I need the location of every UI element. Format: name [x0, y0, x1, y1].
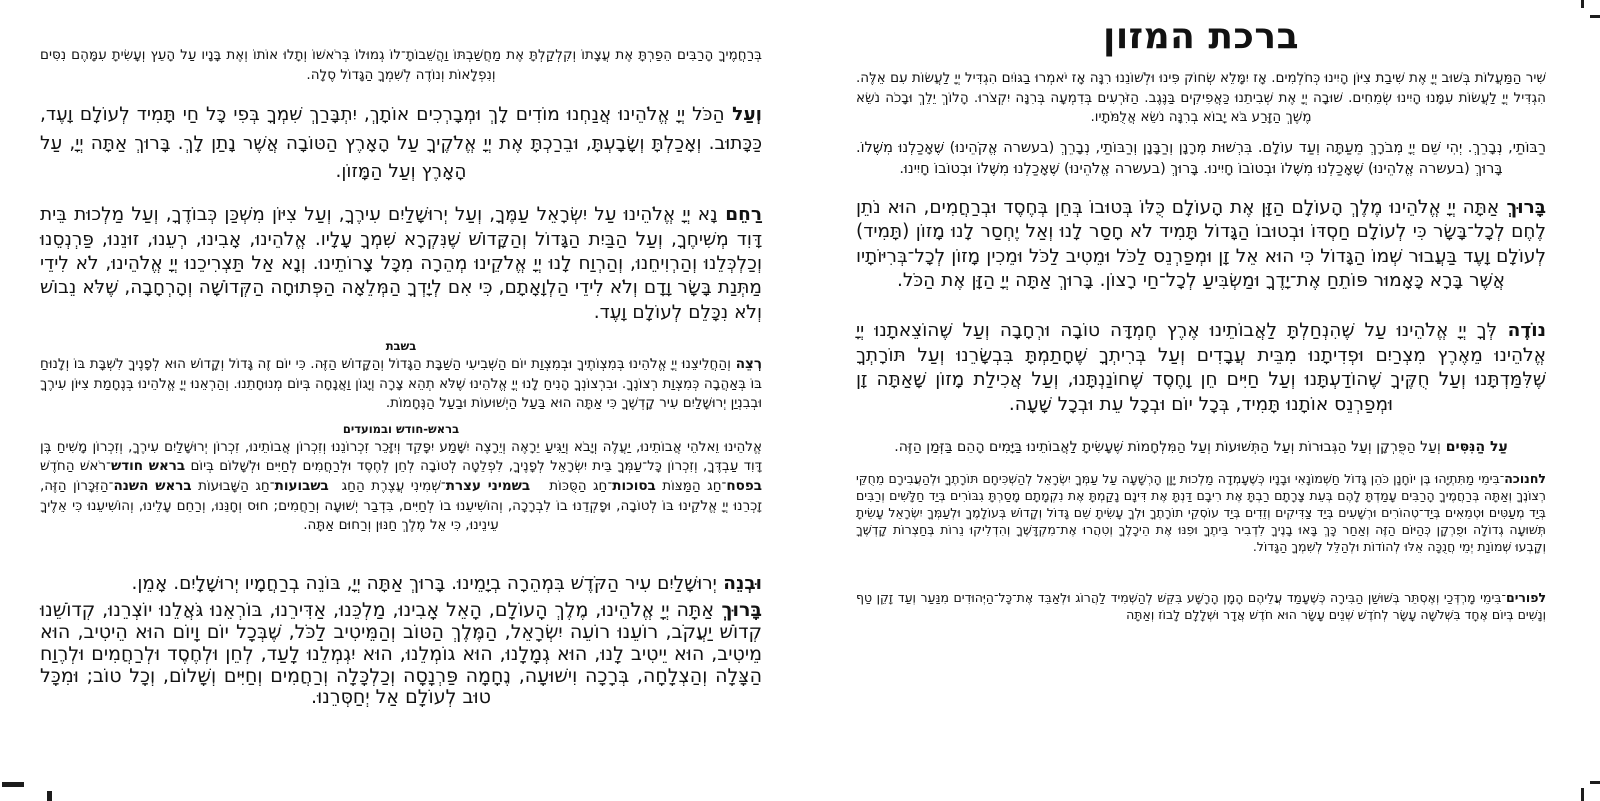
purim-insert-paragraph [856, 589, 1546, 623]
crop-mark-bottom-left-vertical [47, 791, 52, 801]
hatov-vehameitiv-blessing [40, 600, 762, 709]
zimun-invitation: רַבּוֹתַי, נְבָרֵךְ. יְהִי שֵׁם יְיָ מְבֹרָךְ מֵעַתָּה וְעַד עוֹלָם. בִּרְשׁוּת מְרָנָן וְרַבָּנָן וְרַבּוֹתַי, נְבָרֵךְ (בעשרה אֱקֹהֵינוּ) שֶׁאָכַלְנוּ מִשֶּׁלוֹ. בָּרוּךְ (בעשרה אֱלֹהֵינוּ) שֶׁאָכַלְנוּ מִשֶּׁלוֹ וּבְטוֹבוֹ חָיִינוּ. בָּרוּךְ (בעשרה אֱלֹהֵינוּ) שֶׁאָכַלְנוּ מִשֶּׁלוֹ וּבְטוֹבוֹ חָיִינוּ. [856, 139, 1546, 177]
chanukah-label: לחנוכה [1504, 470, 1546, 486]
hatov-vehameitiv-lead: בָּרוּךְ [714, 599, 762, 622]
nodeh-blessing [856, 319, 1546, 417]
rachem-lead: רַחֵם [717, 204, 762, 226]
birkat-hazan-blessing [856, 196, 1546, 294]
left-page [40, 46, 762, 709]
purim-label: לפורים [1506, 589, 1546, 605]
chanukah-body: ־בִּימֵי מַתִּתְיָהוּ בֶּן יוֹחָנָן כֹּהֵן גָּדוֹל חַשְׁמוֹנָאִי וּבָנָיו כְּשֶׁעָמְדָה מַלְכוּת יָוָן הָרְשָׁעָה עַל עַמְּךָ יִשְׂרָאֵל לְהַשְׁכִּיחָם תּוֹרָתֶךָ וּלְהַעֲבִירָם מֵחֻקֵּי רְצוֹנֶךָ וְאַתָּה בְּרַחֲמֶיךָ הָרַבִּים עָמַדְתָּ לָהֶם בְּעֵת צָרָתָם רַבְתָּ אֶת רִיבָם דַּנְתָּ אֶת דִּינָם נָקַמְתָּ אֶת נִקְמָתָם מָסַרְתָּ גִבּוֹרִים בְּיַד חַלָּשִׁים וְרַבִּים בְּיַד מְעַטִּים וּטְמֵאִים בְּיַד־טְהוֹרִים וּרְשָׁעִים בְּיַד צַדִּיקִים וְזֵדִים בְּיַד עוֹסְקֵי תוֹרָתֶךָ וּלְךָ עָשִׂיתָ שֵׁם גָּדוֹל וְקָדוֹשׁ בְּעוֹלָמֶךָ וּלְעַמְּךָ יִשְׂרָאֵל עָשִׂיתָ תְּשׁוּעָה גְדוֹלָה וּפֻרְקָן כְּהַיּוֹם הַזֶּה וְאַחַר כָּךְ בָּאוּ בָנֶיךָ לִדְבִיר בֵּיתֶךָ וּפִנּוּ אֶת הֵיכָלֶךָ וְטִהֲרוּ אֶת־מִקְדָּשֶׁךָ וְהִדְלִיקוּ נֵרוֹת בְּחַצְרוֹת קָדְשֶׁךָ וְקָבְעוּ שְׁמוֹנַת יְמֵי חֲנֻכָּה אֵלּוּ לְהוֹדוֹת וּלְהַלֵּל לְשִׁמְךָ הַגָּדוֹל. [856, 470, 1546, 554]
crop-mark-bottom-right-horizontal [1590, 781, 1600, 784]
veal-hakol-blessing [40, 101, 762, 187]
purim-continuation-paragraph: בְּרַחֲמֶיךָ הָרַבִּים הֵפַרְתָּ אֶת עֲצָתוֹ וְקִלְקַלְתָּ אֶת מַחֲשַׁבְתּוֹ וַהֲשֵׁבוֹתָ־לוֹ גְמוּלוֹ בְּרֹאשׁוֹ וְתָלוּ אוֹתוֹ וְאֶת בָּנָיו עַל הָעֵץ וְעָשִׂיתָ עִמָּהֶם נִסִּים וְנִפְלָאוֹת וְנוֹדֶה לְשִׁמְךָ הַגָּדוֹל סֶלָה. [40, 47, 762, 83]
yaaleh-veyavo-paragraph: אֱלֹהֵינוּ וֵאלֹהֵי אֲבוֹתֵינוּ, יַעֲלֶה וְיָבֹא וְיַגִּיעַ יֵרָאֶה וְיֵרָצֶה יִשָּׁמַע יִפָּקֵד וְיִזָּכֵר זִכְרוֹנֵנוּ וְזִכְרוֹן אֲבוֹתֵינוּ, זִכְרוֹן יְרוּשָׁלַיִם עִירֶךָ, וְזִכְרוֹן מָשִׁיחַ בֶּן דָּוִד עַבְדֶּךָ, וְזִכְרוֹן כָּל־עַמְּךָ בֵּית יִשְׂרָאֵל לְפָנֶיךָ, לִפְלֵטָה לְטוֹבָה לְחֵן לְחֶסֶד וּלְרַחֲמִים לְחַיִּים וּלְשָׁלוֹם בְּיוֹם בראש חודש־רֹאשׁ הַחֹדֶשׁ בפסח־חַג הַמַּצּוֹת בסוכות־חַג הַסֻּכּוֹת בשמיני עצרת־שְׁמִינִי עֲצֶרֶת הַחַג בשבועות־חַג הַשָּׁבוּעוֹת בראש השנה־הַזִּכָּרוֹן הַזֶּה, זָכְרֵנוּ יְיָ אֱלֹקֵינוּ בּוֹ לְטוֹבָה, וּפָקְדֵנוּ בוֹ לִבְרָכָה, וְהוֹשִׁיעֵנוּ בוֹ לְחַיִּים, בִּדְבַר יְשׁוּעָה וְרַחֲמִים; חוּס וְחָנֵּנוּ, וְרַחֵם עָלֵינוּ, וְהוֹשִׁיעֵנוּ כִּי אֵלֶיךָ עֵינֵינוּ, כִּי אֵל מֶלֶךְ חַנּוּן וְרַחוּם אַתָּה. [40, 438, 762, 534]
crop-mark-bottom-right-vertical [1581, 788, 1584, 801]
purim-body: ־בִּימֵי מָרְדְּכַי וְאֶסְתֵּר בְּשׁוּשַׁן הַבִּירָה כְּשֶׁעָמַד עֲלֵיהֶם הָמָן הָרָשָׁע בִּקֵּשׁ לְהַשְׁמִיד לַהֲרוֹג וּלְאַבֵּד אֶת־כָּל־הַיְּהוּדִים מִנַּעַר וְעַד זָקֵן טַף וְנָשִׁים בְּיוֹם אֶחָד בִּשְׁלֹשָׁה עָשָׂר לְחֹדֶשׁ שְׁנֵים עָשָׂר הוּא חֹדֶשׁ אֲדָר וּשְׁלָלָם לָבוֹז וְאַתָּה [856, 589, 1546, 622]
retzeh-body: וְהַחֲלִיצֵנוּ יְיָ אֱלֹהֵינוּ בְּמִצְוֹתֶיךָ וּבְמִצְוַת יוֹם הַשְּׁבִיעִי הַשַּׁבָּת הַגָּדוֹל וְהַקָּדוֹשׁ הַזֶּה. כִּי יוֹם זֶה גָּדוֹל וְקָדוֹשׁ הוּא לְפָנֶיךָ לִשְׁבָּת בּוֹ וְלָנוּחַ בּוֹ בְּאַהֲבָה כְּמִצְוַת רְצוֹנֶךָ. וּבִרְצוֹנְךָ הָנִיחַ לָנוּ יְיָ אֱלֹהֵינוּ שֶׁלֹּא תְהֵא צָרָה וְיָגוֹן וַאֲנָחָה בְּיוֹם מְנוּחָתֵנוּ. וְהַרְאֵנוּ יְיָ אֱלֹהֵינוּ בְּנֶחָמַת צִיּוֹן עִירֶךָ וּבְבִנְיַן יְרוּשָׁלַיִם עִיר קָדְשֶׁךָ כִּי אַתָּה הוּא בַּעַל הַיְשׁוּעוֹת וּבַעַל הַנֶּחָמוֹת. [40, 356, 762, 412]
birkat-hazan-lead: בָּרוּךְ [1499, 196, 1546, 218]
shir-hamaalot-psalm: שִׁיר הַמַּעֲלוֹת בְּשׁוּב יְיָ אֶת שִׁיבַת צִיּוֹן הָיִינוּ כְּחֹלְמִים. אָז יִמָּלֵא שְׂחוֹק פִּינוּ וּלְשׁוֹנֵנוּ רִנָּה אָז יֹאמְרוּ בַגּוֹיִם הִגְדִּיל יְיָ לַעֲשׂוֹת עִם אֵלֶּה. הִגְדִּיל יְיָ לַעֲשׂוֹת עִמָּנוּ הָיִינוּ שְׂמֵחִים. שׁוּבָה יְיָ אֶת שְׁבִיתֵנוּ כַּאֲפִיקִים בַּנֶּגֶב. הַזֹּרְעִים בְּדִמְעָה בְּרִנָּה יִקְצֹרוּ. הָלוֹךְ יֵלֵךְ וּבָכֹה נֹשֵׂא מֶשֶׁךְ הַזָּרַע בֹּא יָבוֹא בְרִנָּה נֹשֵׂא אֲלֻמֹּתָיו. [856, 70, 1546, 126]
retzeh-lead: רְצֵה [730, 356, 762, 373]
al-hanisim-lead: עַל הַנִּסִּים [1440, 438, 1508, 455]
nodeh-body: לְּךָ יְיָ אֱלֹהֵינוּ עַל שֶׁהִנְחַלְתָּ לַאֲבוֹתֵינוּ אֶרֶץ חֶמְדָּה טוֹבָה וּרְחָבָה וְעַל שֶׁהוֹצֵאתָנוּ יְיָ אֱלֹהֵינוּ מֵאֶרֶץ מִצְרַיִם וּפְדִיתָנוּ מִבֵּית עֲבָדִים וְעַל בְּרִיתְךָ שֶׁחָתַמְתָּ בִּבְשָׂרֵנוּ וְעַל תּוֹרָתְךָ שֶׁלִּמַּדְתָּנוּ וְעַל חֻקֶּיךָ שֶׁהוֹדַעְתָּנוּ וְעַל חַיִּים חֵן וָחֶסֶד שֶׁחוֹנַנְתָּנוּ, וְעַל אֲכִילַת מָזוֹן שָׁאַתָּה זָן וּמְפַרְנֵס אוֹתָנוּ תָּמִיד, בְּכָל יוֹם וּבְכָל עֵת וּבְכָל שָׁעָה. [856, 320, 1546, 415]
uvneh-lead: וּבְנֵה [716, 572, 762, 594]
veal-hakol-lead: וְעַל [724, 104, 762, 126]
page-title: ברכת המזון [1102, 16, 1300, 57]
uvneh-yerushalayim-line [40, 572, 762, 596]
hatov-vehameitiv-body: אַתָּה יְיָ אֱלֹהֵינוּ, מֶלֶךְ הָעוֹלָם, הָאֵל אָבִינוּ, מַלְכֵּנוּ, אַדִּירֵנוּ, בּוֹרְאֵנוּ גֹּאֲלֵנוּ יוֹצְרֵנוּ, קְדוֹשֵׁנוּ קְדוֹשׁ יַעֲקֹב, רוֹעֵנוּ רוֹעֵה יִשְׂרָאֵל, הַמֶּלֶךְ הַטּוֹב וְהַמֵּיטִיב לַכֹּל, שֶׁבְּכָל יוֹם וָיוֹם הוּא הֵיטִיב, הוּא מֵיטִיב, הוּא יֵיטִיב לָנוּ, הוּא גְמָלָנוּ, הוּא גוֹמְלֵנוּ, הוּא יִגְמְלֵנוּ לָעַד, לְחֵן וּלְחֶסֶד וּלְרַחֲמִים וּלְרֶוַח הַצָּלָה וְהַצְלָחָה, בְּרָכָה וִישׁוּעָה, נֶחָמָה פַּרְנָסָה וְכַלְכָּלָה וְרַחֲמִים וְחַיִּים וְשָׁלוֹם, וְכָל טוֹב; וּמִכָּל טוּב לְעוֹלָם אַל יְחַסְּרֵנוּ. [40, 599, 762, 709]
shabbat-section-header: בשבת [385, 339, 417, 354]
crop-mark-bottom-left-horizontal [2, 782, 24, 787]
nodeh-lead: נוֹדֶה [1497, 320, 1546, 342]
al-hanisim-body: וְעַל הַפֻּרְקָן וְעַל הַגְּבוּרוֹת וְעַל הַתְּשׁוּעוֹת וְעַל הַמִּלְחָמוֹת שֶׁעָשִׂיתָ לַאֲבוֹתֵינוּ בַּיָּמִים הָהֵם בַּזְּמַן הַזֶּה. [894, 438, 1441, 455]
al-hanisim-paragraph [856, 437, 1546, 458]
crop-mark-top-right-vertical [1581, 0, 1584, 8]
rosh-chodesh-section-header: בראש-חודש ובמועדים [342, 421, 460, 436]
rachem-blessing [40, 203, 762, 325]
right-page [856, 16, 1546, 623]
crop-mark-top-right-horizontal [1590, 15, 1600, 18]
uvneh-body: יְרוּשָׁלַיִם עִיר הַקֹּדֶשׁ בִּמְהֵרָה בְיָמֵינוּ. בָּרוּךְ אַתָּה יְיָ, בּוֹנֵה בְרַחֲמָיו יְרוּשָׁלָיִם. אָמֵן. [131, 572, 717, 594]
chanukah-insert-paragraph [856, 470, 1546, 555]
birkat-hazan-body: אַתָּה יְיָ אֱלֹהֵינוּ מֶלֶךְ הָעוֹלָם הַזָּן אֶת הָעוֹלָם כֻּלּוֹ בְּטוּבוֹ בְּחֵן בְּחֶסֶד וּבְרַחֲמִים, הוּא נֹתֵן לֶחֶם לְכָל־בָּשָׂר כִּי לְעוֹלָם חַסְדּוֹ וּבְטוּבוֹ הַגָּדוֹל תָּמִיד לֹא חָסַר לָנוּ וְאַל יֶחְסַר לָנוּ מָזוֹן (תָּמִיד) לְעוֹלָם וָעֶד בַּעֲבוּר שְׁמוֹ הַגָּדוֹל כִּי הוּא אֵל זָן וּמְפַרְנֵס לַכֹּל וּמֵטִיב לַכֹּל וּמֵכִין מָזוֹן לְכָל־בְּרִיּוֹתָיו אֲשֶׁר בָּרָא כָּאָמוּר פּוֹתֵחַ אֶת־יָדֶךָ וּמַשְׂבִּיעַ לְכָל־חַי רָצוֹן. בָּרוּךְ אַתָּה יְיָ הַזָּן אֶת הַכֹּל. [856, 196, 1546, 291]
rachem-body: נָא יְיָ אֱלֹהֵינוּ עַל יִשְׂרָאֵל עַמֶּךָ, וְעַל יְרוּשָׁלַיִם עִירֶךָ, וְעַל צִיּוֹן מִשְׁכַּן כְּבוֹדֶךָ, וְעַל מַלְכוּת בֵּית דָּוִד מְשִׁיחֶךָ, וְעַל הַבַּיִת הַגָּדוֹל וְהַקָּדוֹשׁ שֶׁנִּקְרָא שִׁמְךָ עָלָיו. אֱלֹהֵינוּ, אָבִינוּ, רְעֵנוּ, זוּנֵנוּ, פַּרְנְסֵנוּ וְכַלְכְּלֵנוּ וְהַרְוִיחֵנוּ, וְהַרְוַח לָנוּ יְיָ אֱלֹקֵינוּ מְהֵרָה מִכָּל צָרוֹתֵינוּ. וְנָא אַל תַּצְרִיכֵנוּ יְיָ אֱלֹהֵינוּ, לֹא לִידֵי מַתְּנַת בָּשָׂר וָדָם וְלֹא לִידֵי הַלְוָאָתָם, כִּי אִם לְיָדְךָ הַמְּלֵאָה הַפְּתוּחָה הַקְּדוֹשָׁה וְהָרְחָבָה, שֶׁלֹּא נֵבוֹשׁ וְלֹא נִכָּלֵם לְעוֹלָם וָעֶד. [40, 204, 762, 323]
retzeh-paragraph [40, 355, 762, 414]
veal-hakol-body: הַכֹּל יְיָ אֱלֹהֵינוּ אֲנַחְנוּ מוֹדִים לָךְ וּמְבָרְכִים אוֹתָךְ, יִתְבָּרַךְ שִׁמְךָ בְּפִי כָּל חַי תָּמִיד לְעוֹלָם וָעֶד, כַּכָּתוּב. וְאָכַלְתָּ וְשָׂבָעְתָּ, וּבֵרַכְתָּ אֶת יְיָ אֱלֹקֶיךָ עַל הָאָרֶץ הַטּוֹבָה אֲשֶׁר נָתַן לָךְ. בָּרוּךְ אַתָּה יְיָ, עַל הָאָרֶץ וְעַל הַמָּזוֹן. [40, 104, 762, 183]
